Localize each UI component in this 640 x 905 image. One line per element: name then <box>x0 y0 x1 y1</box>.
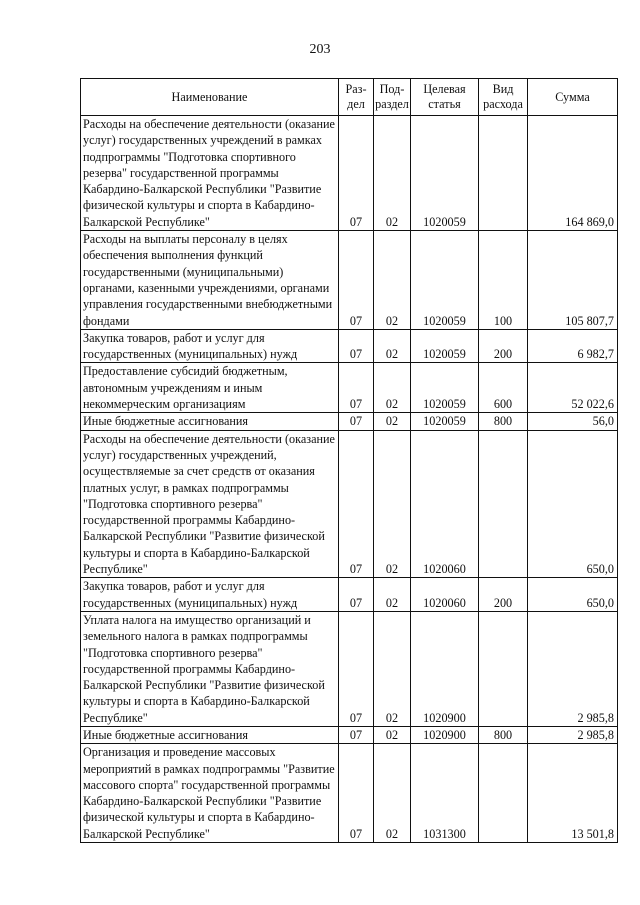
row-razdel: 07 <box>339 413 374 430</box>
row-vid: 800 <box>479 413 528 430</box>
row-summa: 13 501,8 <box>528 744 618 843</box>
row-name: Расходы на обеспечение деятельности (оказание услуг) государственных учреждений в рамках подпрограммы "Подготовка спортивного резерва" государственной программы Кабардино-Балкарской Республики "Развитие физической культуры и спорта в Кабардино-Балкарской Республике" <box>81 116 339 231</box>
row-celevaya: 1020059 <box>411 413 479 430</box>
row-summa: 650,0 <box>528 430 618 578</box>
row-vid: 800 <box>479 726 528 743</box>
table-row <box>81 413 618 430</box>
row-vid: 200 <box>479 329 528 363</box>
table-row <box>81 578 618 612</box>
row-vid <box>479 430 528 578</box>
row-celevaya: 1020059 <box>411 231 479 330</box>
row-razdel: 07 <box>339 726 374 743</box>
row-name: Уплата налога на имущество организаций и земельного налога в рамках подпрограммы "Подготовка спортивного резерва" государственной программы Кабардино-Балкарской Республики "Развитие физической культуры и спорта в Кабардино-Балкарской Республике" <box>81 611 339 726</box>
row-celevaya: 1020059 <box>411 329 479 363</box>
row-summa: 52 022,6 <box>528 363 618 413</box>
row-celevaya: 1020059 <box>411 363 479 413</box>
row-razdel: 07 <box>339 744 374 843</box>
row-razdel: 07 <box>339 231 374 330</box>
header-razdel: Раз-дел <box>339 79 374 116</box>
row-name: Закупка товаров, работ и услуг для государственных (муниципальных) нужд <box>81 329 339 363</box>
header-row <box>81 79 618 116</box>
row-name: Организация и проведение массовых мероприятий в рамках подпрограммы "Развитие массового спорта" государственной программы Кабардино-Балкарской Республики "Развитие физической культуры и спорта в Кабардино-Балкарской Республике" <box>81 744 339 843</box>
table-row <box>81 744 618 843</box>
row-celevaya: 1020060 <box>411 430 479 578</box>
row-podrazdel: 02 <box>374 413 411 430</box>
row-vid: 200 <box>479 578 528 612</box>
row-razdel: 07 <box>339 363 374 413</box>
header-podrazdel: Под-раздел <box>374 79 411 116</box>
header-celevaya: Целевая статья <box>411 79 479 116</box>
row-vid: 600 <box>479 363 528 413</box>
page-number: 203 <box>309 42 331 57</box>
header-summa: Сумма <box>528 79 618 116</box>
table-row <box>81 726 618 743</box>
header-vid: Вид расхода <box>479 79 528 116</box>
row-name: Иные бюджетные ассигнования <box>81 413 339 430</box>
row-vid <box>479 611 528 726</box>
row-vid <box>479 116 528 231</box>
row-summa: 56,0 <box>528 413 618 430</box>
row-summa: 650,0 <box>528 578 618 612</box>
row-name: Расходы на выплаты персоналу в целях обеспечения выполнения функций государственными (муниципальными) органами, казенными учреждениями, органами управления государственными внебюджетными фондами <box>81 231 339 330</box>
row-celevaya: 1031300 <box>411 744 479 843</box>
table-row <box>81 430 618 578</box>
table-row <box>81 329 618 363</box>
header-name: Наименование <box>81 79 339 116</box>
row-podrazdel: 02 <box>374 329 411 363</box>
row-podrazdel: 02 <box>374 430 411 578</box>
row-razdel: 07 <box>339 611 374 726</box>
row-razdel: 07 <box>339 329 374 363</box>
row-summa: 105 807,7 <box>528 231 618 330</box>
row-podrazdel: 02 <box>374 231 411 330</box>
row-podrazdel: 02 <box>374 116 411 231</box>
row-razdel: 07 <box>339 430 374 578</box>
row-vid <box>479 744 528 843</box>
table-row <box>81 116 618 231</box>
row-name: Иные бюджетные ассигнования <box>81 726 339 743</box>
row-summa: 6 982,7 <box>528 329 618 363</box>
row-name: Предоставление субсидий бюджетным, автономным учреждениям и иным некоммерческим организациям <box>81 363 339 413</box>
row-summa: 164 869,0 <box>528 116 618 231</box>
row-celevaya: 1020060 <box>411 578 479 612</box>
row-razdel: 07 <box>339 578 374 612</box>
row-podrazdel: 02 <box>374 363 411 413</box>
table-row <box>81 231 618 330</box>
row-summa: 2 985,8 <box>528 611 618 726</box>
row-podrazdel: 02 <box>374 726 411 743</box>
row-razdel: 07 <box>339 116 374 231</box>
budget-table <box>80 78 618 843</box>
row-podrazdel: 02 <box>374 611 411 726</box>
row-name: Закупка товаров, работ и услуг для государственных (муниципальных) нужд <box>81 578 339 612</box>
row-podrazdel: 02 <box>374 744 411 843</box>
row-celevaya: 1020900 <box>411 611 479 726</box>
row-celevaya: 1020059 <box>411 116 479 231</box>
table-row <box>81 611 618 726</box>
row-vid: 100 <box>479 231 528 330</box>
row-name: Расходы на обеспечение деятельности (оказание услуг) государственных учреждений, осуществляемые за счет средств от оказания платных услуг, в рамках подпрограммы "Подготовка спортивного резерва" государственной программы Кабардино-Балкарской Республики "Развитие физической культуры и спорта в Кабардино-Балкарской Республике" <box>81 430 339 578</box>
table-row <box>81 363 618 413</box>
row-celevaya: 1020900 <box>411 726 479 743</box>
row-summa: 2 985,8 <box>528 726 618 743</box>
row-podrazdel: 02 <box>374 578 411 612</box>
